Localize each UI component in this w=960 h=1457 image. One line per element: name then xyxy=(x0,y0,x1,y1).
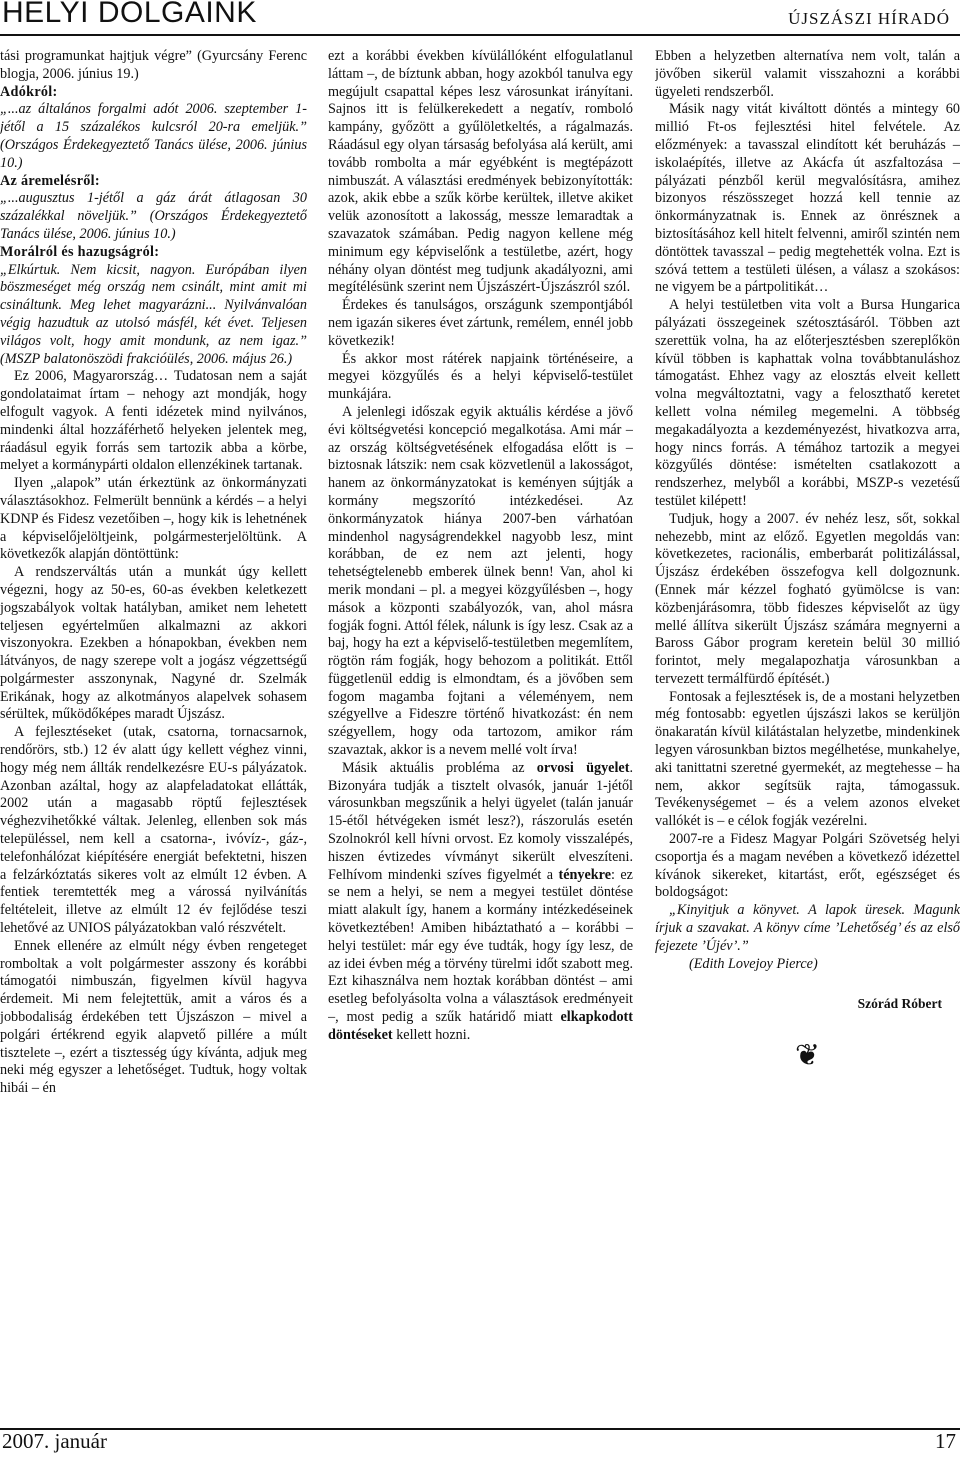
quote-paragraph: „...augusztus 1-jétől a gáz árát átlagosan 30 százalékkal növeljük.” (Országos Érdekegyeztető Tanács ülése, 2006. június 10.) xyxy=(0,190,307,242)
closing-quote: „Kinyitjuk a könyvet. A lapok üresek. Magunk írjuk a szavakat. A könyv címe ’Lehetőség’ és az első fejezete ’Újév’.” xyxy=(655,902,960,954)
footer-rule xyxy=(0,1428,960,1430)
subheading-adokrol: Adókról: xyxy=(0,83,58,100)
paragraph: Ez 2006, Magyarország… Tudatosan nem a saját gondolataimat írtam – nehogy azt mondják, hogy elfogult vagyok. A fenti idézetek mind nyilvános, mindenki által hozzáférhető helyeken jelentek meg, ráadásul egyik forrás sem tartozik abba a körbe, melyet a kormánypárti oldalon ellenzékinek tartanak. xyxy=(0,368,307,474)
issue-date: 2007. január xyxy=(2,1429,107,1453)
paragraph: 2007-re a Fidesz Magyar Polgári Szövetség helyi csoportja és a magam nevében a következő idézettel kívánok sikereket, kitartást, erőt, egészséget és boldogságot: xyxy=(655,831,960,901)
column-3 xyxy=(655,48,960,1426)
paragraph xyxy=(328,760,633,1045)
paragraph: Ilyen „alapok” után érkeztünk az önkormányzati választásokhoz. Felmerült bennünk a kérdés – a helyi KDNP és Fidesz vezetőiben –, hogy kik is lehetnének a képviselőjelöltjeink, polgármesterjelöltünk. A következők alapján döntöttünk: xyxy=(0,475,307,563)
paragraph: ezt a korábbi években kívülállóként elfogulatlanul láttam –, de bíztunk abban, hogy azokból tanulva egy megújult csapattal képes lesz városunkat irányítani. Sajnos itt is felülkerekedett a negatív, romboló kampány, győzött a gyűlöletkeltés, a rágalmazás. Ráadásul egy olyan társaság befolyása alá került, ami tovább rombolta a már egyébként is megtépázott nimbuszát. A választási eredmények bebizonyították: azok, akik ebbe a szűk körbe kerültek, illetve akiket velük azonosított a lakosság, messze lemaradtak a szavazatok számában. Pedig nagyon kellene még minimum egy képviselőnk a testületbe, azért, hogy néhány olyan döntést meg tudjunk akadályozni, ami megítélésünk szerint nem Újszászért-Újszászról szól. xyxy=(328,48,633,296)
paragraph: Ebben a helyzetben alternatíva nem volt, talán a jövőben sikerül valamit visszahozni a korábbi ügyeleti rendszerből. xyxy=(655,48,960,100)
subheading-aremeles: Az áremelésről: xyxy=(0,172,100,189)
page-number: 17 xyxy=(935,1429,956,1453)
quote-paragraph: „...az általános forgalmi adót 2006. szeptember 1-jétől a 15 százalékos kulcsról 20-ra emeljük.” (Országos Érdekegyeztető Tanács ülése, 2006. június 10.) xyxy=(0,101,307,171)
paragraph: A fejlesztéseket (utak, csatorna, tornacsarnok, rendőrörs, stb.) 12 év alatt úgy kellett véghez vinni, hogy még nem állták rendelkezésre EU-s pályázatok. Azonban azáltal, hogy az alapfeladatokat ellátták, 2002 után a magasabb röptű fejlesztések véghezvihetőkké váltak. Jelenleg, ellenben sok más településsel, nem kell a csatorna-, ivóvíz-, gáz-, telefonhálózat kiépítésére energiát befektetni, hiszen a felzárkóztatás sikeres volt az elmúlt 12 évben. A fentiek teremtették meg a várossá nyilvánítás feltételeit, illetve az elmúlt 12 év fejlődése teszi lehetővé az UNIOS pályázatokban való részvételt. xyxy=(0,724,307,937)
bold-term: tényekre xyxy=(558,866,612,883)
section-title: HELYI DOLGAINK xyxy=(2,0,257,29)
paragraph: Másik nagy vitát kiváltott döntés a mintegy 60 millió Ft-os fejlesztési hitel felvétele. Az előzmények: a tavasszal elindított két beruházás – iskolaépítés, illetve az Akácfa út aszfaltozása – pályázati pénzből kerül megvalósításra, amihez bizonyos részösszeget hozzá kell tennie az önkormányzatnak is. Ennek az önrésznek a biztosításához kell hitelt felvenni, amiről szintén nem döntöttek tavasszal – pedig megtehették volna. Ezt is szóvá tettem a testületi ülésen, a válasz a szokásos: ne vigyem be a pártpolitikát… xyxy=(655,101,960,296)
author-signature: Szórád Róbert xyxy=(857,996,942,1012)
paragraph: Tudjuk, hogy a 2007. év nehéz lesz, sőt, sokkal nehezebb, mint az előző. Egyetlen megoldás van: következetes, racionális, emberbarát politizálással, Újszász érdekében összefogva kell dolgoznunk. (Ennek már kézzel fogható gyümölcse is van: közbenjárásomra, több fideszes képviselőt az ügy mellé állítva sikerült Újszász számára megnyerni a Baross Gábor program keretein belül 30 millió forintot, mely megalapozhatja városunkban a tervezett termálfürdő építését.) xyxy=(655,510,960,687)
text-run: : ez se nem a helyi, se nem a megyei testület döntése miatt alakult így, hanem a kormány intézkedéseinek következtében! Amiben hibáztatható a – korábbi – helyi testület: már egy éve tudták, hogy így lesz, de az idei évben még a törvény türelmi időt szabott meg. Ezt kihasználva nem hoztak korábban döntést – ami esetleg befolyásolta volna a választások eredményeit –, most pedig a szűk határidő miatt xyxy=(328,866,633,1026)
paragraph: A rendszerváltás után a munkát úgy kellett végezni, hogy az 50-es, 60-as években keletkezett jogszabályok voltak hatályban, amiket nem lehetett teljesen egyértelműen alkalmazni az akkori viszonyokra. Ezekben a hónapokban, években nem látványos, de nagy szerepe volt a jogász végzettségű polgármester asszonynak, Nagyné dr. Szelmák Erikának, hogy az alkotmányos alapelvek sohasem sérültek, működőképes maradt Újszász. xyxy=(0,564,307,723)
paragraph: tási programunkat hajtjuk végre” (Gyurcsány Ferenc blogja, 2006. június 19.) xyxy=(0,48,307,82)
page-header xyxy=(0,0,960,36)
quote-paragraph: „Elkúrtuk. Nem kicsit, nagyon. Európában ilyen böszmeséget még ország nem csinált, mint amit mi csináltunk. Meg lehet magyarázni... Nyilvánvalóan végig hazudtuk az utolsó másfél, két évet. Teljesen világos volt, hogy amit mondunk, az nem igaz.” (MSZP balatonöszödi frakcióülés, 2006. május 26.) xyxy=(0,261,307,367)
header-rule xyxy=(0,34,960,36)
paragraph: A jelenlegi időszak egyik aktuális kérdése a jövő évi költségvetési koncepció megalkotása. Ami már – az ország költségvetésének elfogadása előtt is – biztosnak látszik: nem csak közvetlenül a lakosságot, hanem az önkormányzatokat is keményen sújtják a kormány megszorító intézkedései. Az önkormányzatok hiánya 2007-ben várhatóan mindenhol nagyságrendekkel nagyobb lesz, mint korábban, de ez nem azt jelenti, hogy tehetségtelenebb emberek ülnek benn! Van, ahol ki merik mondani – pl. a megyei közgyűlésben –, hogy mások a központi szabályozók, van, ahol másra fogják fogni. Attól félek, nálunk is így lesz. Csak az a baj, hogy ha ezt a képviselő-testületben megemlítem, rögtön rám fogják, hogy behozom a politikát. Ettől függetlenül eddig is elmondtam, és a jövőben sem fogom magamba fojtani a véleményem, nem szégyellve a Fideszre történő hivatkozást: én nem szégyellem, hogy oda tartozom, amikor rám szavaztak, akkor is a nevem mellé volt írva! xyxy=(328,403,633,759)
ornament-icon: ❦ xyxy=(794,1039,821,1073)
text-run: . Bizonyára tudják a tisztelt olvasók, január 1-jétől városunkban megszűnik a helyi ügyelet (talán január 15-étől hétvégeken ismét lesz?), rászorulás esetén Szolnokról kell hívni orvost. Ez komoly visszalépés, hiszen évtizedes vívmányt sikerült elveszíteni. Felhívom mindenki szíves figyelmét a xyxy=(328,759,633,883)
paragraph: Érdekes és tanulságos, országunk szempontjából nem igazán sikeres évet zártunk, remélem, ennél jobb következik! xyxy=(328,297,633,349)
paragraph: És akkor most rátérek napjaink történéseire, a megyei közgyűlés és a helyi képviselő-testület munkájára. xyxy=(328,350,633,403)
bold-term: elkapkodott döntéseket xyxy=(328,1009,633,1043)
text-run: Másik aktuális probléma az xyxy=(342,759,537,776)
quote-source: (Edith Lovejoy Pierce) xyxy=(689,955,818,972)
publication-name: ÚJSZÁSZI HÍRADÓ xyxy=(788,9,950,28)
paragraph: Ennek ellenére az elmúlt négy évben rengeteget romboltak a volt polgármester asszony és korábbi támogatói nimbuszán, figyelmen kívül hagyva érdemeit. Mi nem felejtettük, amit a város és a jobbodaliság érdekében tett Újszászon – mivel a polgári értékrend egyik alapvető pillére a múlt tisztelete –, ezért a tisztesség úgy kívánta, adjuk meg neki még egyszer a lehetőséget. Tudtuk, hogy voltak hibái – én xyxy=(0,937,307,1097)
subheading-moral: Morálról és hazugságról: xyxy=(0,243,160,260)
paragraph: A helyi testületben vita volt a Bursa Hungarica pályázati összegeinek szétosztásáról. Többen azt szerettük volna, ha az előterjesztésben szereplőkön kívül többen is kaphattak volna továbbtanuláshoz támogatást. Ehhez vagy az elosztás elveit kellett volna megváltoztatni, vagy a feloszthatő keretet kellett volna némileg megemelni. A többség megakadályozta a kezdeményezést, hivatkozva arra, hogy nincs forrás. A témához tartozik a megyei közgyűlés döntése: ismételten csatlakozott a rendszerhez, melyből a korábbi, MSZP-s vezetésű testület kilépett! xyxy=(655,297,960,509)
bold-term: orvosi ügyelet xyxy=(536,759,630,776)
paragraph: Fontosak a fejlesztések is, de a mostani helyzetben még fontosabb: egyetlen újszászi lakos se kerüljön önakaratán kívül kilátástalan helyzetbe, mindenkinek legyen városunkban biztos megélhetése, munkahelye, aki tanittatni szeretné gyermekét, az megtehesse – ha nem, akkor segítsük rajta, támogassuk. Tevékenységemet – és a velem azonos elveket vallókét is – e célok fogják vezérelni. xyxy=(655,688,960,830)
column-2 xyxy=(328,48,633,1426)
column-1 xyxy=(0,48,307,1426)
text-run: kellett hozni. xyxy=(392,1026,471,1043)
